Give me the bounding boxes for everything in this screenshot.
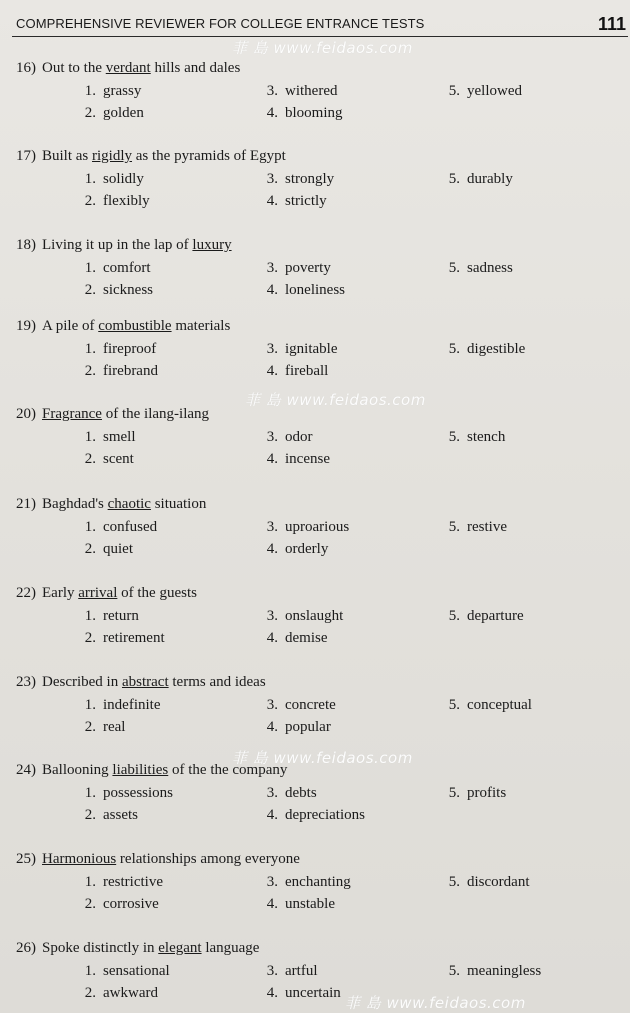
option-1: 1. smell xyxy=(84,429,136,445)
page-header xyxy=(12,12,628,37)
question-20 xyxy=(16,406,616,478)
option-text: restrictive xyxy=(103,874,163,890)
option-text: uproarious xyxy=(285,519,350,535)
option-3: 3. onslaught xyxy=(266,608,344,624)
question-25 xyxy=(16,851,616,923)
question-22 xyxy=(16,585,616,657)
option-text: discordant xyxy=(467,874,530,890)
option-1: 1. restrictive xyxy=(84,874,163,890)
stem-text: relationships among everyone xyxy=(116,851,300,867)
option-5: 5. restive xyxy=(448,519,507,535)
question-number: 21) xyxy=(16,496,36,512)
question-number: 18) xyxy=(16,237,36,253)
option-text: meaningless xyxy=(467,963,542,979)
question-stem xyxy=(16,762,287,779)
option-1: 1. confused xyxy=(84,519,158,535)
question-23 xyxy=(16,674,616,746)
header-title: COMPREHENSIVE REVIEWER FOR COLLEGE ENTRANCE TESTS xyxy=(16,16,425,31)
option-5: 5. meaningless xyxy=(448,963,542,979)
option-3: 3. artful xyxy=(266,963,318,979)
option-2: 2. firebrand xyxy=(84,363,158,379)
stem-text: of the the company xyxy=(168,762,288,778)
stem-text: language xyxy=(201,940,260,956)
option-5: 5. discordant xyxy=(448,874,530,890)
option-text: solidly xyxy=(103,171,144,187)
stem-text: materials xyxy=(171,318,231,334)
target-word: chaotic xyxy=(107,496,151,512)
option-text: possessions xyxy=(103,785,174,801)
question-19 xyxy=(16,318,616,390)
stem-text: Living it up in the lap of xyxy=(42,237,193,253)
option-text: sadness xyxy=(467,260,513,276)
option-1: 1. solidly xyxy=(84,171,144,187)
option-text: digestible xyxy=(467,341,526,357)
stem-text: as the pyramids of Egypt xyxy=(132,148,286,164)
option-text: demise xyxy=(285,630,328,646)
option-4: 4. incense xyxy=(266,451,330,467)
option-3: 3. odor xyxy=(266,429,313,445)
question-16 xyxy=(16,60,616,132)
question-stem xyxy=(16,318,230,335)
question-18 xyxy=(16,237,616,309)
option-text: unstable xyxy=(285,896,335,912)
question-stem xyxy=(16,406,209,423)
option-3: 3. strongly xyxy=(266,171,335,187)
stem-text: Early xyxy=(42,585,79,601)
option-1: 1. sensational xyxy=(84,963,170,979)
option-text: withered xyxy=(285,83,338,99)
watermark: 菲 島 www.feidaos.com xyxy=(245,391,426,409)
question-number: 25) xyxy=(16,851,36,867)
option-text: restive xyxy=(467,519,507,535)
watermark: 菲 島 www.feidaos.com xyxy=(232,39,413,57)
option-text: sickness xyxy=(103,282,153,298)
option-text: ignitable xyxy=(285,341,338,357)
target-word: elegant xyxy=(158,940,202,956)
stem-text: of the ilang-ilang xyxy=(101,406,210,422)
option-text: orderly xyxy=(285,541,329,557)
stem-text: Out to the xyxy=(42,60,106,76)
option-text: durably xyxy=(467,171,513,187)
option-3: 3. concrete xyxy=(266,697,336,713)
target-word: liabilities xyxy=(112,762,169,778)
question-stem xyxy=(16,496,206,513)
option-4: 4. depreciations xyxy=(266,807,365,823)
option-1: 1. possessions xyxy=(84,785,174,801)
option-1: 1. indefinite xyxy=(84,697,161,713)
option-2: 2. quiet xyxy=(84,541,133,557)
option-text: sensational xyxy=(103,963,170,979)
option-5: 5. sadness xyxy=(448,260,513,276)
target-word: arrival xyxy=(78,585,118,601)
option-3: 3. withered xyxy=(266,83,338,99)
option-2: 2. scent xyxy=(84,451,134,467)
option-2: 2. retirement xyxy=(84,630,165,646)
option-text: real xyxy=(103,719,126,735)
question-number: 20) xyxy=(16,406,36,422)
target-word: abstract xyxy=(121,674,169,690)
option-text: popular xyxy=(285,719,331,735)
question-stem xyxy=(16,148,286,165)
question-number: 24) xyxy=(16,762,36,778)
option-4: 4. loneliness xyxy=(266,282,345,298)
option-text: debts xyxy=(285,785,317,801)
option-5: 5. stench xyxy=(448,429,506,445)
option-2: 2. sickness xyxy=(84,282,153,298)
option-4: 4. demise xyxy=(266,630,328,646)
option-text: loneliness xyxy=(285,282,345,298)
question-24 xyxy=(16,762,616,834)
page-number: 111 xyxy=(597,14,626,34)
option-2: 2. assets xyxy=(84,807,138,823)
option-text: fireproof xyxy=(103,341,157,357)
option-text: departure xyxy=(467,608,524,624)
option-4: 4. popular xyxy=(266,719,331,735)
option-text: grassy xyxy=(103,83,142,99)
option-text: profits xyxy=(467,785,507,801)
target-word: luxury xyxy=(192,237,232,253)
option-5: 5. digestible xyxy=(448,341,526,357)
option-text: firebrand xyxy=(103,363,158,379)
option-4: 4. uncertain xyxy=(266,985,341,1001)
stem-text: Built as xyxy=(42,148,93,164)
option-3: 3. uproarious xyxy=(266,519,350,535)
option-text: uncertain xyxy=(285,985,341,1001)
stem-text: hills and dales xyxy=(150,60,241,76)
option-text: golden xyxy=(103,105,144,121)
option-3: 3. enchanting xyxy=(266,874,351,890)
option-text: retirement xyxy=(103,630,165,646)
option-text: confused xyxy=(103,519,158,535)
watermark: 菲 島 www.feidaos.com xyxy=(232,749,413,767)
option-2: 2. flexibly xyxy=(84,193,150,209)
question-21 xyxy=(16,496,616,568)
option-text: blooming xyxy=(285,105,343,121)
question-number: 19) xyxy=(16,318,36,334)
watermark: 菲 島 www.feidaos.com xyxy=(345,994,526,1012)
option-text: return xyxy=(103,608,139,624)
question-stem xyxy=(16,60,240,77)
question-17 xyxy=(16,148,616,220)
option-text: conceptual xyxy=(467,697,532,713)
option-1: 1. grassy xyxy=(84,83,142,99)
question-stem xyxy=(16,674,266,691)
question-number: 16) xyxy=(16,60,36,76)
option-text: smell xyxy=(103,429,136,445)
option-2: 2. awkward xyxy=(84,985,158,1001)
option-5: 5. conceptual xyxy=(448,697,532,713)
question-stem xyxy=(16,585,197,602)
stem-text: terms and ideas xyxy=(168,674,266,690)
option-1: 1. return xyxy=(84,608,139,624)
question-26 xyxy=(16,940,616,1012)
option-text: indefinite xyxy=(103,697,161,713)
option-5: 5. yellowed xyxy=(448,83,522,99)
option-1: 1. fireproof xyxy=(84,341,157,357)
option-text: awkward xyxy=(103,985,158,1001)
option-text: enchanting xyxy=(285,874,351,890)
option-text: comfort xyxy=(103,260,151,276)
option-3: 3. debts xyxy=(266,785,317,801)
option-text: assets xyxy=(103,807,138,823)
option-5: 5. profits xyxy=(448,785,507,801)
option-2: 2. golden xyxy=(84,105,144,121)
option-text: flexibly xyxy=(103,193,150,209)
question-stem xyxy=(16,237,232,254)
option-text: poverty xyxy=(285,260,331,276)
stem-text: Spoke distinctly in xyxy=(42,940,159,956)
option-5: 5. departure xyxy=(448,608,524,624)
option-3: 3. ignitable xyxy=(266,341,338,357)
question-stem xyxy=(16,940,259,957)
option-4: 4. strictly xyxy=(266,193,327,209)
stem-text: of the guests xyxy=(117,585,197,601)
option-text: scent xyxy=(103,451,134,467)
option-text: stench xyxy=(467,429,506,445)
option-text: strictly xyxy=(285,193,327,209)
stem-text: situation xyxy=(150,496,207,512)
option-text: onslaught xyxy=(285,608,344,624)
option-1: 1. comfort xyxy=(84,260,151,276)
stem-text: Described in xyxy=(42,674,122,690)
question-stem xyxy=(16,851,300,868)
target-word: Harmonious xyxy=(42,851,117,867)
question-number: 22) xyxy=(16,585,36,601)
option-text: quiet xyxy=(103,541,133,557)
option-text: incense xyxy=(285,451,330,467)
option-4: 4. blooming xyxy=(266,105,343,121)
option-text: fireball xyxy=(285,363,329,379)
stem-text: Baghdad's xyxy=(42,496,108,512)
stem-text: A pile of xyxy=(42,318,99,334)
option-text: yellowed xyxy=(467,83,522,99)
option-text: odor xyxy=(285,429,313,445)
option-text: artful xyxy=(285,963,318,979)
question-number: 17) xyxy=(16,148,36,164)
option-2: 2. real xyxy=(84,719,126,735)
option-5: 5. durably xyxy=(448,171,513,187)
question-number: 26) xyxy=(16,940,36,956)
target-word: combustible xyxy=(98,318,172,334)
option-4: 4. orderly xyxy=(266,541,329,557)
target-word: Fragrance xyxy=(42,406,102,422)
option-text: depreciations xyxy=(285,807,365,823)
target-word: verdant xyxy=(105,60,151,76)
stem-text: Ballooning xyxy=(42,762,113,778)
target-word: rigidly xyxy=(92,148,133,164)
option-4: 4. unstable xyxy=(266,896,335,912)
option-3: 3. poverty xyxy=(266,260,331,276)
question-number: 23) xyxy=(16,674,36,690)
option-text: corrosive xyxy=(103,896,159,912)
option-2: 2. corrosive xyxy=(84,896,159,912)
option-4: 4. fireball xyxy=(266,363,329,379)
option-text: concrete xyxy=(285,697,336,713)
option-text: strongly xyxy=(285,171,335,187)
